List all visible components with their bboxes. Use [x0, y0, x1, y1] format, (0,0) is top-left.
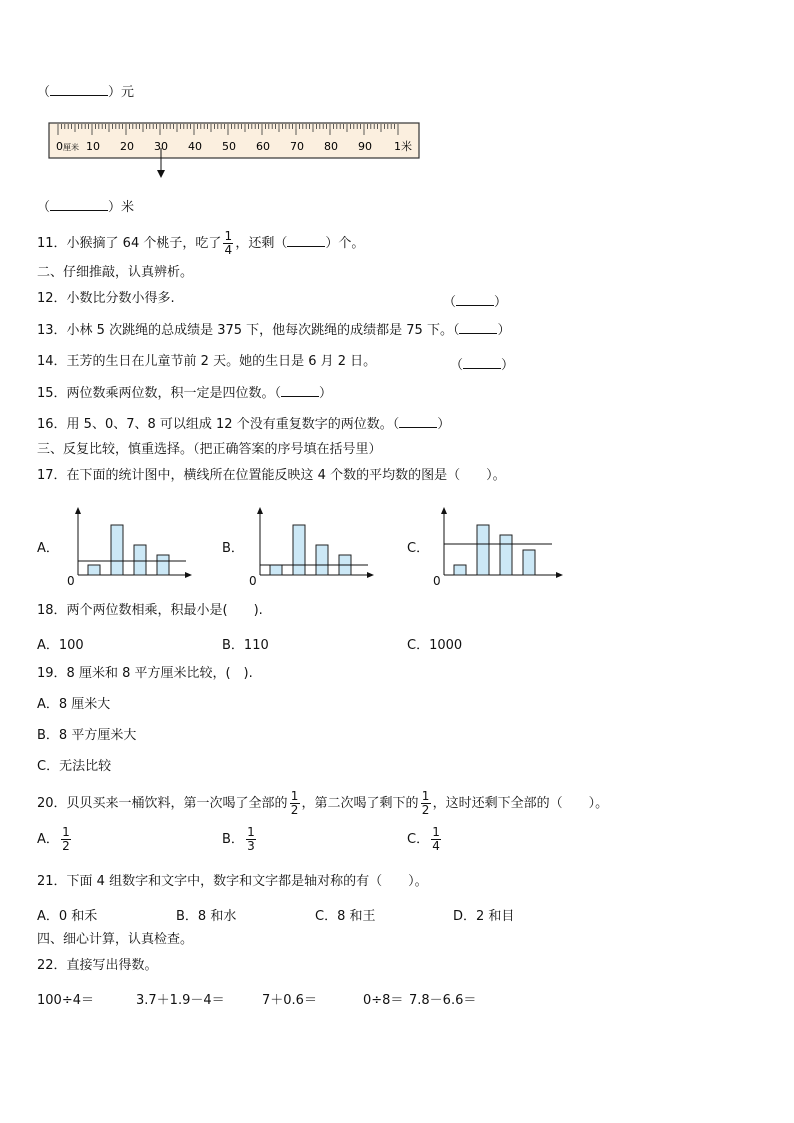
q19-option-c[interactable]: C．无法比较	[37, 759, 112, 774]
chart-b-zero-label: 0	[249, 574, 257, 587]
question-19: 19．8 厘米和 8 平方厘米比较，( ).	[37, 666, 253, 681]
question-13: 13．小林 5 次跳绳的总成绩是 375 下，他每次跳绳的成绩都是 75 下。（ ）	[37, 323, 511, 338]
answer-blank[interactable]	[50, 199, 108, 211]
section-4-heading: 四、细心计算，认真检查。	[37, 932, 194, 947]
question-17: 17．在下面的统计图中，横线所在位置能反映这 4 个数的平均数的图是（ ）。	[37, 468, 506, 483]
fraction: $\frac{1}{2}$	[62, 825, 70, 853]
q10-mi-line: （ ）米	[37, 200, 135, 215]
answer-blank[interactable]	[463, 357, 501, 369]
question-21: 21．下面 4 组数字和文字中，数字和文字都是轴对称的有（ ）。	[37, 874, 428, 889]
answer-blank[interactable]	[459, 322, 497, 334]
q21-option-d[interactable]: D．2 和目	[453, 909, 515, 924]
question-12: 12．小数比分数小得多.	[37, 291, 175, 306]
q18-option-a[interactable]: A．100	[37, 638, 84, 653]
question-11: 11．小猴摘了 64 个桃子，吃了 $\frac{1}{4}$ ，还剩（ ）个。	[37, 229, 365, 257]
chart-b-bar-1	[270, 565, 282, 575]
q19-option-a[interactable]: A．8 厘米大	[37, 697, 111, 712]
q12-paren: （ ）	[443, 295, 508, 310]
q20-option-a[interactable]: A． $\frac{1}{2}$	[37, 825, 70, 853]
ruler-label-unit: 厘米	[63, 143, 79, 152]
q21-option-a[interactable]: A．0 和禾	[37, 909, 98, 924]
fraction: $\frac{1}{2}$	[290, 789, 299, 817]
ruler-label-70: 70	[290, 140, 304, 153]
ruler-pointer-arrow	[157, 170, 165, 178]
q17-chart-c	[430, 505, 565, 587]
ruler-label-30: 30	[154, 140, 168, 153]
ruler-label-1m: 1米	[394, 140, 412, 153]
q17-option-b-label[interactable]: B．	[222, 541, 244, 556]
chart-a-zero-label: 0	[67, 574, 75, 587]
fraction: $\frac{1}{4}$	[432, 825, 440, 853]
q18-option-c[interactable]: C．1000	[407, 638, 463, 653]
question-16: 16．用 5、0、7、8 可以组成 12 个没有重复数字的两位数。（ ）	[37, 417, 451, 432]
q18-option-b[interactable]: B．110	[222, 638, 269, 653]
chart-c-zero-label: 0	[433, 574, 441, 587]
ruler-label-50: 50	[222, 140, 236, 153]
q17-option-a-label[interactable]: A．	[37, 541, 59, 556]
answer-blank[interactable]	[456, 294, 494, 306]
q22-item-2: 3.7＋1.9－4＝	[136, 993, 225, 1008]
answer-blank[interactable]	[287, 235, 325, 247]
answer-blank[interactable]	[50, 84, 108, 96]
fraction: $\frac{1}{3}$	[247, 825, 255, 853]
fraction: $\frac{1}{4}$	[224, 229, 233, 257]
section-2-heading: 二、仔细推敲，认真辨析。	[37, 265, 194, 280]
chart-a-bar-4	[157, 555, 169, 575]
chart-a-bar-3	[134, 545, 146, 575]
question-18: 18．两个两位数相乘，积最小是( ).	[37, 603, 263, 618]
chart-c-bar-4	[523, 550, 535, 575]
q22-item-1: 100÷4＝	[37, 993, 94, 1008]
q22-item-5: 7.8－6.6＝	[409, 993, 477, 1008]
q10-yuan-line: （ ）元	[37, 85, 135, 100]
ruler-label-20: 20	[120, 140, 134, 153]
question-22: 22．直接写出得数。	[37, 958, 158, 973]
ruler-label-90: 90	[358, 140, 372, 153]
q17-option-c-label[interactable]: C．	[407, 541, 430, 556]
y-axis-arrow	[75, 507, 81, 514]
question-15: 15．两位数乘两位数，积一定是四位数。（ ）	[37, 386, 333, 401]
q14-paren: （ ）	[450, 358, 515, 373]
y-axis-arrow	[257, 507, 263, 514]
q17-chart-a	[64, 505, 194, 587]
x-axis-arrow	[367, 572, 374, 578]
ruler-label-10: 10	[86, 140, 100, 153]
q20-option-c[interactable]: C． $\frac{1}{4}$	[407, 825, 440, 853]
x-axis-arrow	[185, 572, 192, 578]
q21-option-c[interactable]: C．8 和王	[315, 909, 376, 924]
chart-a-bar-1	[88, 565, 100, 575]
answer-blank[interactable]	[399, 416, 437, 428]
ruler-label-0: 0	[56, 140, 63, 153]
q17-chart-b	[246, 505, 376, 587]
q20-option-b[interactable]: B． $\frac{1}{3}$	[222, 825, 255, 853]
q21-option-b[interactable]: B．8 和水	[176, 909, 237, 924]
q22-item-4: 0÷8＝	[363, 993, 404, 1008]
chart-c-bar-3	[500, 535, 512, 575]
chart-a-bar-2	[111, 525, 123, 575]
fraction: $\frac{1}{2}$	[421, 789, 430, 817]
ruler-label-60: 60	[256, 140, 270, 153]
q19-option-b[interactable]: B．8 平方厘米大	[37, 728, 137, 743]
ruler-label-80: 80	[324, 140, 338, 153]
ruler-figure	[48, 122, 423, 184]
y-axis-arrow	[441, 507, 447, 514]
chart-c-bar-1	[454, 565, 466, 575]
question-14: 14．王芳的生日在儿童节前 2 天。她的生日是 6 月 2 日。	[37, 354, 377, 369]
chart-b-bar-3	[316, 545, 328, 575]
x-axis-arrow	[556, 572, 563, 578]
q22-item-3: 7＋0.6＝	[262, 993, 317, 1008]
ruler-label-40: 40	[188, 140, 202, 153]
chart-c-bar-2	[477, 525, 489, 575]
chart-b-bar-2	[293, 525, 305, 575]
question-20: 20．贝贝买来一桶饮料，第一次喝了全部的 $\frac{1}{2}$ ，第二次喝了剩下的 $\frac{1}{2}$ ，这时还剩下全部的（ ）。	[37, 789, 609, 817]
answer-blank[interactable]	[281, 385, 319, 397]
section-3-heading: 三、反复比较，慎重选择。（把正确答案的序号填在括号里）	[37, 442, 382, 457]
